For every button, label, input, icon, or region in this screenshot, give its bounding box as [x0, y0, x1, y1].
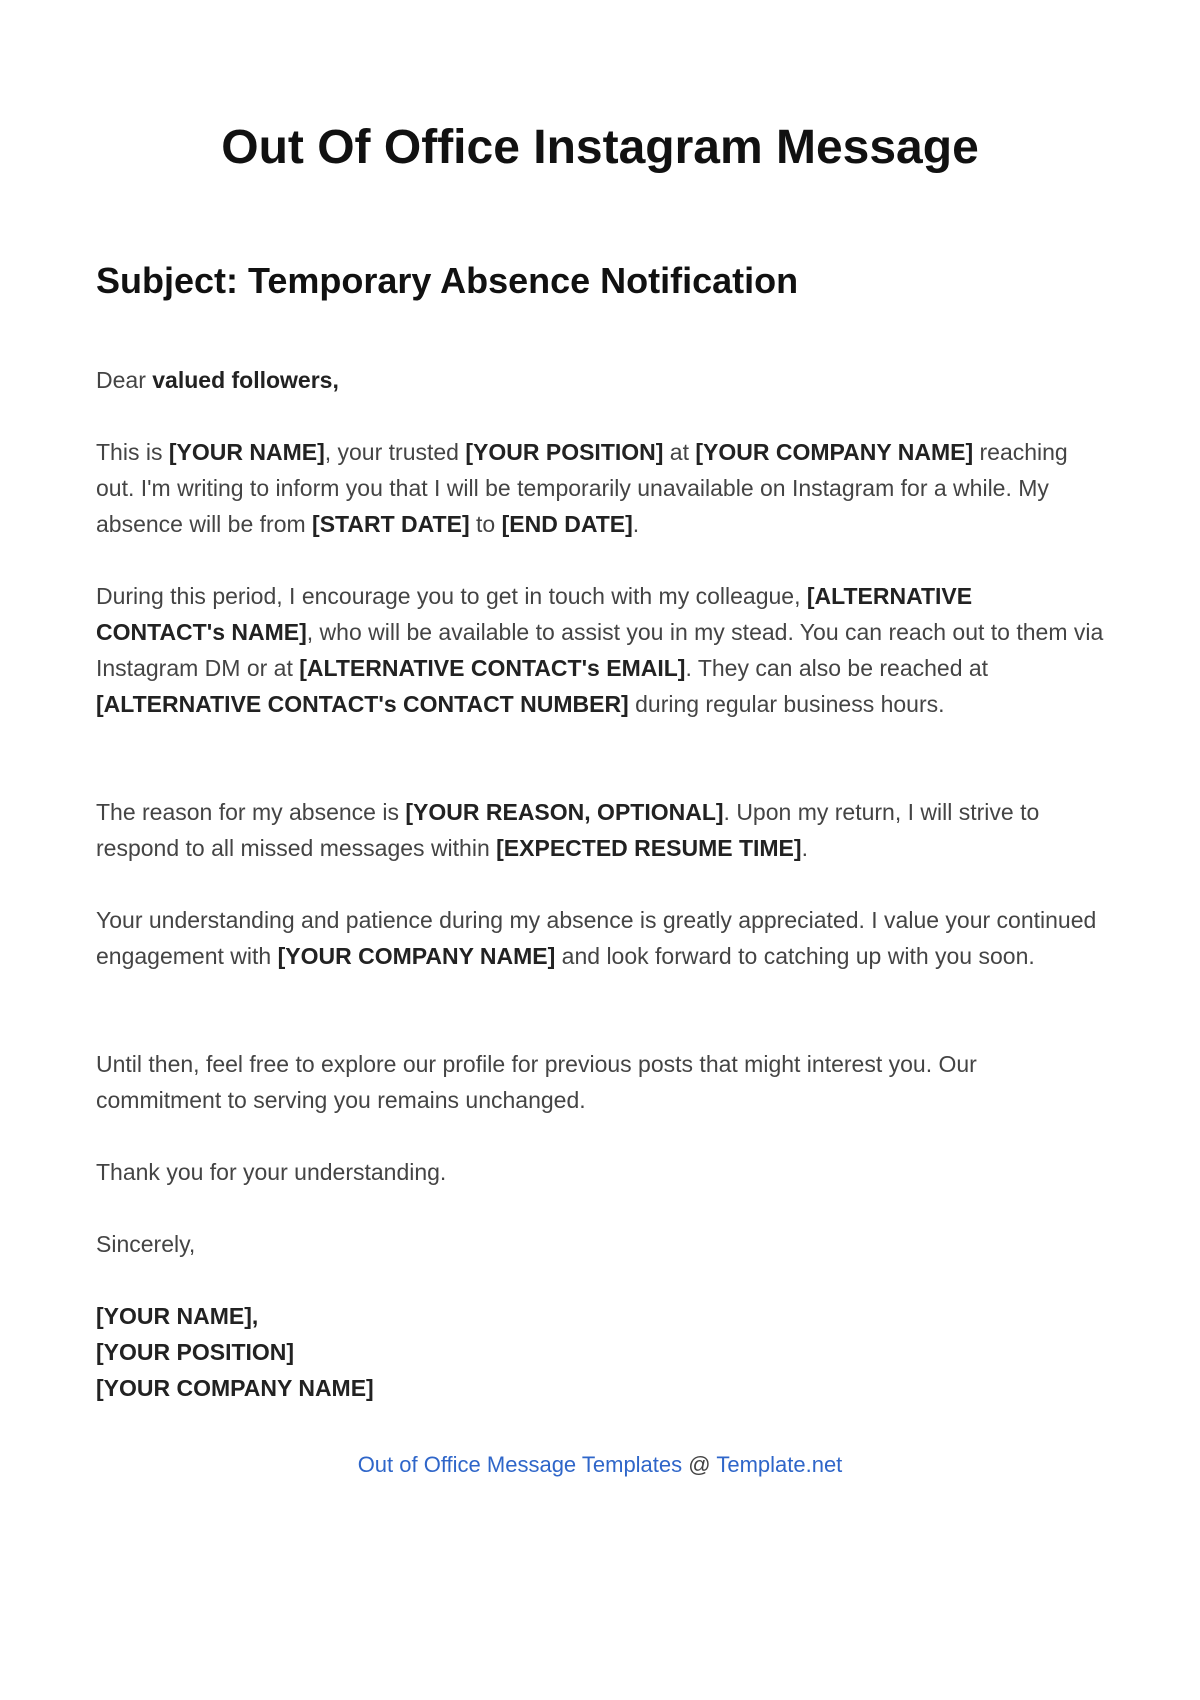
- text-segment: This is: [96, 439, 169, 465]
- salutation-recipient: valued followers,: [152, 367, 339, 393]
- paragraph-intro: [96, 434, 1106, 542]
- text-segment: reaching out. I'm writing to inform you that I will be temporarily unavailable on Instagram for a while. My absence will be from: [96, 439, 1068, 537]
- templates-link[interactable]: Out of Office Message Templates: [357, 1452, 683, 1477]
- paragraph-thanks: Thank you for your understanding.: [96, 1159, 447, 1185]
- placeholder-alt-contact-number: [ALTERNATIVE CONTACT's CONTACT NUMBER]: [96, 691, 629, 717]
- text-segment: , who will be available to assist you in my stead. You can reach out to them via Instagram DM or at: [96, 619, 1104, 681]
- text-segment: . They can also be reached at: [685, 655, 989, 681]
- placeholder-company-name: [YOUR COMPANY NAME]: [277, 943, 556, 969]
- paragraph-reason: [96, 794, 1106, 866]
- text-segment: during regular business hours.: [628, 691, 945, 717]
- text-segment: The reason for my absence is: [96, 799, 406, 825]
- text-segment: , your trusted: [324, 439, 466, 465]
- template-net-link[interactable]: Template.net: [716, 1452, 843, 1477]
- placeholder-resume-time: [EXPECTED RESUME TIME]: [496, 835, 802, 861]
- text-segment: and look forward to catching up with you soon.: [555, 943, 1035, 969]
- document-title: Out Of Office Instagram Message: [221, 121, 979, 174]
- footer-separator: @: [682, 1452, 717, 1477]
- placeholder-alt-contact-name: [ALTERNATIVE CONTACT's NAME]: [96, 583, 973, 645]
- footer: [0, 1450, 1200, 1480]
- paragraph-appreciation: [96, 902, 1106, 974]
- placeholder-start-date: [START DATE]: [312, 511, 470, 537]
- placeholder-your-position: [YOUR POSITION]: [465, 439, 664, 465]
- salutation-prefix: Dear: [96, 367, 153, 393]
- paragraph-alternative-contact: [96, 578, 1106, 722]
- signature-name: [YOUR NAME],: [96, 1303, 259, 1329]
- signature-company: [YOUR COMPANY NAME]: [96, 1375, 374, 1401]
- placeholder-reason: [YOUR REASON, OPTIONAL]: [405, 799, 724, 825]
- closing: Sincerely,: [96, 1231, 196, 1257]
- salutation: [96, 362, 1106, 398]
- text-segment: .: [801, 835, 808, 861]
- text-segment: Your understanding and patience during my absence is greatly appreciated. I value your continued engagement with: [96, 907, 1097, 969]
- text-segment: During this period, I encourage you to get in touch with my colleague,: [96, 583, 807, 609]
- placeholder-end-date: [END DATE]: [501, 511, 633, 537]
- text-segment: at: [663, 439, 696, 465]
- paragraph-explore: Until then, feel free to explore our profile for previous posts that might interest you. Our commitment to serving you remains unchanged.: [96, 1051, 977, 1113]
- placeholder-company-name: [YOUR COMPANY NAME]: [695, 439, 974, 465]
- signature-block: [96, 1298, 1106, 1406]
- subject-heading: Subject: Temporary Absence Notification: [96, 260, 799, 301]
- text-segment: .: [632, 511, 640, 537]
- signature-position: [YOUR POSITION]: [96, 1339, 295, 1365]
- text-segment: . Upon my return, I will strive to respond to all missed messages within: [96, 799, 1040, 861]
- placeholder-alt-contact-email: [ALTERNATIVE CONTACT's EMAIL]: [299, 655, 686, 681]
- placeholder-your-name: [YOUR NAME]: [168, 439, 325, 465]
- text-segment: to: [469, 511, 502, 537]
